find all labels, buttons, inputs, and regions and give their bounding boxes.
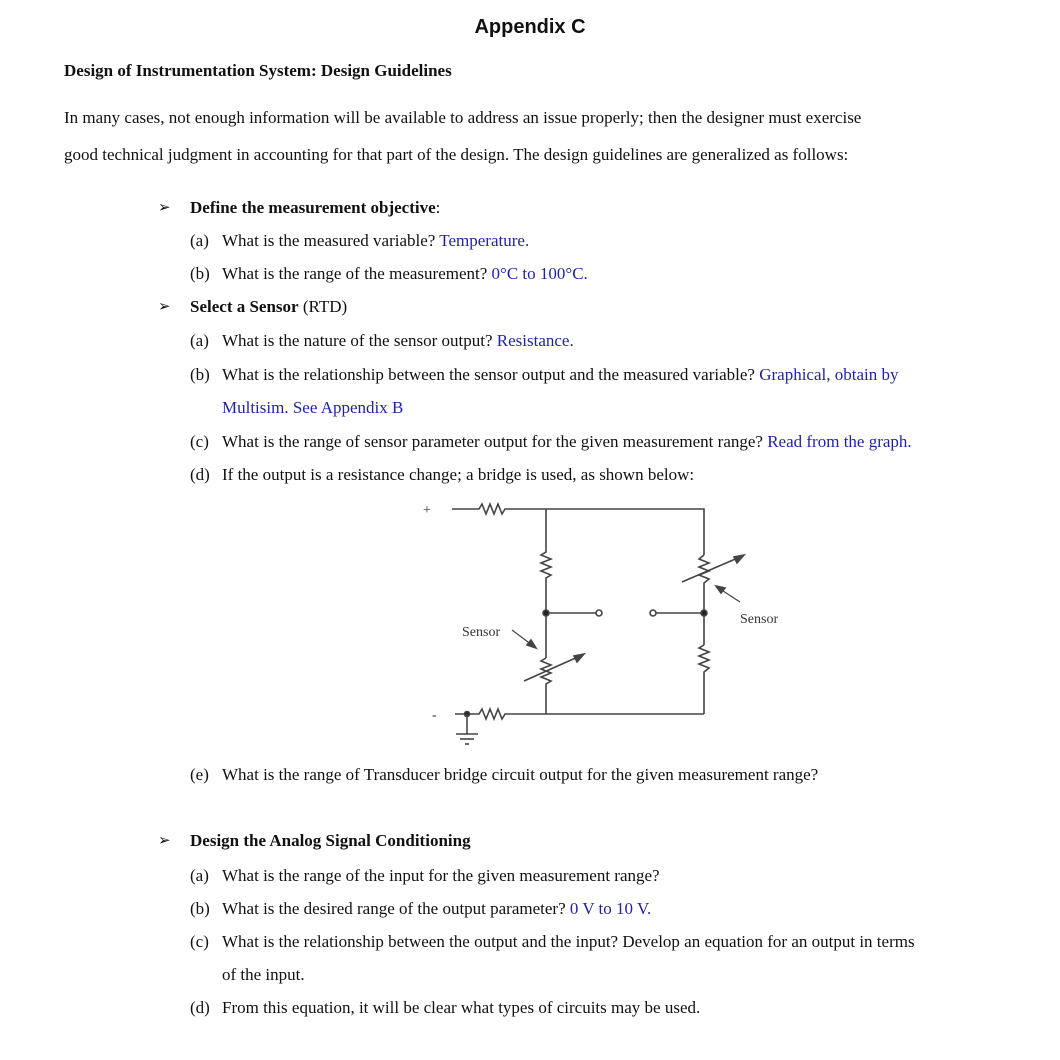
page-title: Appendix C: [474, 16, 586, 38]
intro-line-2: good technical judgment in accounting for that part of the design. The design guidelines are generalized as follows:: [64, 145, 849, 164]
item-answer: Resistance.: [496, 331, 574, 350]
item-label: (a): [190, 331, 209, 350]
bullet-analog-conditioning: [190, 831, 471, 851]
left-sensor-resistor: [541, 658, 551, 714]
item-label: (d): [190, 998, 210, 1017]
right-lower-resistor: [699, 645, 709, 714]
bullet-arrow-icon: ➢: [158, 833, 171, 849]
item-circuit-types: [190, 998, 700, 1018]
sensor-label-right: Sensor: [740, 612, 779, 627]
bullet-title: Design the Analog Signal Conditioning: [190, 831, 471, 850]
item-label: (c): [190, 432, 209, 451]
ground-icon: [456, 714, 478, 744]
bullet-arrow-icon: ➢: [158, 200, 171, 216]
item-text: What is the relationship between the sensor output and the measured variable?: [222, 365, 760, 384]
item-output-range: [190, 899, 651, 919]
item-label: (c): [190, 932, 209, 951]
item-equation-continued: of the input.: [222, 965, 305, 984]
item-label: (b): [190, 899, 210, 918]
bottom-resistor: [455, 709, 704, 719]
minus-terminal: -: [432, 708, 437, 723]
top-resistor: [452, 504, 704, 555]
item-answer: Graphical, obtain by: [759, 365, 899, 384]
item-equation: [190, 932, 915, 952]
bullet-suffix: :: [435, 198, 441, 217]
plus-terminal: +: [423, 503, 431, 518]
item-text: What is the range of sensor parameter output for the given measurement range?: [222, 432, 768, 451]
item-answer: 0 V to 10 V.: [569, 899, 652, 918]
item-text: What is the range of the measurement?: [222, 264, 492, 283]
item-answer: 0°C to 100°C.: [491, 264, 588, 283]
item-text: From this equation, it will be clear what types of circuits may be used.: [222, 998, 701, 1017]
left-upper-resistor: [541, 509, 551, 658]
bullet-title: Define the measurement objective: [190, 198, 436, 217]
item-text: What is the measured variable?: [222, 231, 440, 250]
bullet-arrow-icon: ➢: [158, 299, 171, 315]
item-text: What is the desired range of the output parameter?: [222, 899, 570, 918]
item-text: What is the relationship between the output and the input? Develop an equation for an output in terms: [222, 932, 915, 951]
item-answer: Temperature.: [439, 231, 530, 250]
output-terminal-left: [596, 610, 602, 616]
item-text: What is the range of Transducer bridge circuit output for the given measurement range?: [222, 765, 819, 784]
item-text: What is the range of the input for the given measurement range?: [222, 866, 660, 885]
item-text: What is the nature of the sensor output?: [222, 331, 497, 350]
output-terminal-right: [650, 610, 656, 616]
section-heading: Design of Instrumentation System: Design Guidelines: [64, 61, 452, 80]
item-text: If the output is a resistance change; a bridge is used, as shown below:: [222, 465, 695, 484]
item-label: (e): [190, 765, 209, 784]
item-label: (b): [190, 365, 210, 384]
sensor-label-left: Sensor: [462, 625, 501, 640]
item-label: (a): [190, 231, 209, 250]
bullet-suffix: (RTD): [298, 297, 348, 316]
bullet-title: Select a Sensor: [190, 297, 299, 316]
item-answer: Read from the graph.: [767, 432, 912, 451]
item-label: (a): [190, 866, 209, 885]
item-input-range: [190, 866, 660, 886]
item-label: (d): [190, 465, 210, 484]
intro-line-1: In many cases, not enough information will be available to address an issue properly; then the designer must exercise: [64, 108, 862, 127]
right-sensor-resistor: [699, 555, 709, 645]
item-answer-continued: Multisim. See Appendix B: [222, 398, 404, 417]
item-bridge-output: [190, 765, 818, 785]
item-label: (b): [190, 264, 210, 283]
